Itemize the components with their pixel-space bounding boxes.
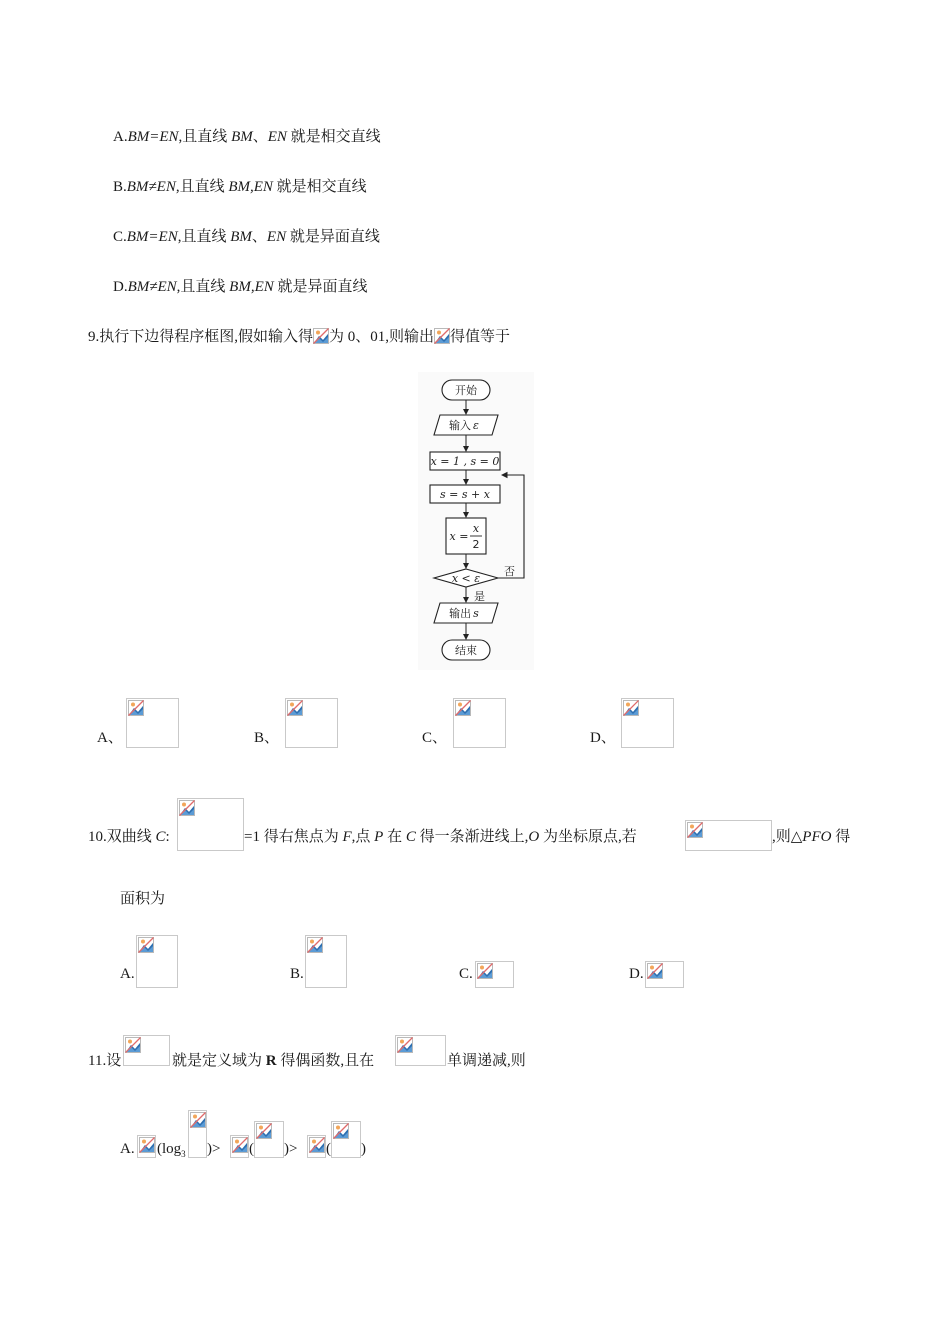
update-x-denominator: 2 (472, 538, 480, 551)
broken-image-icon (455, 700, 471, 716)
q10-stem-part3 (772, 827, 850, 847)
output-label: 输出 s (449, 607, 479, 620)
option-label: C. (113, 229, 127, 245)
q9-option-c-label: C、 (422, 730, 448, 746)
question-text: 就是定义域为 (172, 1053, 266, 1069)
q11-interval-image (395, 1035, 446, 1066)
q9-option-b-image (285, 698, 338, 748)
q9-option-c-image (453, 698, 506, 748)
q11-function-image (123, 1035, 170, 1066)
option-text: 、 (251, 229, 267, 245)
q8-option-a (113, 127, 381, 147)
broken-image-icon (397, 1037, 413, 1053)
q11-f-image (137, 1135, 156, 1158)
update-s-label: s = s + x (440, 488, 490, 501)
math-text: BM (231, 129, 253, 145)
q11-f2-image (230, 1135, 249, 1158)
update-x-lhs: x = (449, 530, 469, 543)
option-text: ,且直线 (177, 229, 231, 245)
question-text: 得一条渐进线上, (415, 829, 529, 845)
question-text: ,点 (351, 829, 375, 845)
option-text: 就是异面直线 (286, 229, 380, 245)
q10-stem-part2 (244, 827, 637, 847)
q10-option-c-image (475, 961, 514, 988)
q10-condition-image (685, 820, 772, 851)
broken-image-icon (333, 1123, 349, 1139)
q9-option-a-image (126, 698, 179, 748)
question-text: 9.执行下边得程序框图,假如输入得 (88, 329, 314, 345)
broken-image-icon (313, 328, 329, 344)
q9-option-d-image (621, 698, 674, 748)
q10-option-b-image (305, 935, 347, 988)
question-text: ,则△ (772, 829, 803, 845)
q11-paren-close-2: ) (361, 1141, 366, 1157)
broken-image-icon (128, 700, 144, 716)
broken-image-icon (139, 1137, 155, 1153)
math-text: C (155, 829, 166, 845)
log-base: 3 (181, 1149, 186, 1159)
input-label: 输入 ε (449, 419, 479, 432)
option-text: 就是相交直线 (286, 129, 381, 145)
option-text: ,且直线 (176, 279, 230, 295)
question-text: 得值等于 (450, 329, 511, 345)
option-label: B. (113, 179, 127, 195)
math-text: BM=EN (126, 229, 178, 245)
math-text: BM,EN (229, 279, 274, 295)
broken-image-icon (623, 700, 639, 716)
math-text: EN (267, 129, 287, 145)
q10-option-a-image (136, 935, 178, 988)
question-text: =1 得右焦点为 (244, 829, 343, 845)
broken-image-icon (190, 1112, 206, 1128)
math-text: C (405, 829, 416, 845)
q11-log-close (207, 1139, 220, 1159)
broken-image-icon (125, 1037, 141, 1053)
q9-option-d-label: D、 (590, 730, 616, 746)
q11-option-a-label: A. (120, 1141, 135, 1157)
q8-option-b (113, 177, 367, 197)
math-text: > (289, 1141, 298, 1157)
math-text: EN (266, 229, 287, 245)
no-label: 否 (504, 565, 515, 578)
question-text: 得 (831, 829, 851, 845)
question-text: 在 (383, 829, 406, 845)
q10-option-a-label: A. (120, 966, 135, 982)
math-text: ) (207, 1141, 212, 1157)
q11-arg3-image (331, 1121, 361, 1158)
math-text: ) (284, 1141, 289, 1157)
q11-stem-part1: 11.设 (88, 1053, 122, 1069)
math-text: PFO (802, 829, 832, 845)
question-text: 为 0、01,则输出 (329, 329, 435, 345)
q10-option-d-label: D. (629, 966, 644, 982)
q11-paren-close-gt (284, 1139, 297, 1159)
option-text: ,且直线 (178, 129, 232, 145)
q10-stem-line2: 面积为 (120, 891, 166, 907)
q8-option-d (113, 277, 368, 297)
yes-label: 是 (474, 590, 485, 603)
broken-image-icon (179, 800, 195, 816)
math-text: O (528, 829, 540, 845)
broken-image-icon (232, 1137, 248, 1153)
q9-option-b-label: B、 (254, 730, 280, 746)
broken-image-icon (138, 937, 154, 953)
math-text: BM≠EN (127, 279, 177, 295)
q9-stem (88, 327, 510, 347)
broken-image-icon (309, 1137, 325, 1153)
math-text: BM=EN (127, 129, 179, 145)
math-text: BM,EN (228, 179, 273, 195)
q11-log-arg-image (188, 1110, 207, 1158)
option-text: 、 (252, 129, 268, 145)
math-text: > (212, 1141, 221, 1157)
option-text: 就是相交直线 (272, 179, 367, 195)
math-text: P (374, 829, 384, 845)
broken-image-icon (687, 822, 703, 838)
q11-log-open (157, 1139, 186, 1164)
math-text: F (342, 829, 352, 845)
q9-option-a-label: A、 (97, 730, 123, 746)
condition-label: x < ε (451, 572, 481, 585)
broken-image-icon (477, 963, 493, 979)
question-text: 10.双曲线 (88, 829, 156, 845)
math-text: BM (230, 229, 252, 245)
q11-f3-image (307, 1135, 326, 1158)
math-text: (log (157, 1141, 182, 1157)
q11-stem-part2 (172, 1051, 374, 1071)
q8-option-c (113, 227, 380, 247)
broken-image-icon (307, 937, 323, 953)
q10-option-c-label: C. (459, 966, 473, 982)
start-label: 开始 (455, 384, 477, 397)
option-label: D. (113, 279, 128, 295)
end-label: 结束 (455, 644, 477, 657)
q11-paren-open: ( (249, 1141, 254, 1157)
broken-image-icon (434, 328, 450, 344)
q10-option-b-label: B. (290, 966, 304, 982)
broken-image-icon (647, 963, 663, 979)
question-text: 得偶函数,且在 (276, 1053, 375, 1069)
math-text: BM≠EN (126, 179, 176, 195)
broken-image-icon (256, 1123, 272, 1139)
update-x-numerator: x (472, 522, 480, 535)
option-text: 就是异面直线 (273, 279, 368, 295)
init-label: x = 1 , s = 0 (430, 455, 500, 468)
q10-hyperbola-equation-image (177, 798, 244, 851)
q11-paren-open-2: ( (326, 1141, 331, 1157)
program-flowchart (418, 372, 534, 670)
q10-option-d-image (645, 961, 684, 988)
math-text: R (265, 1053, 277, 1069)
question-text: 为坐标原点,若 (539, 829, 637, 845)
option-text: ,且直线 (175, 179, 229, 195)
q11-arg2-image (254, 1121, 284, 1158)
q10-stem-part1 (88, 827, 170, 847)
question-text: : (165, 829, 170, 845)
option-label: A. (113, 129, 128, 145)
broken-image-icon (287, 700, 303, 716)
q11-stem-part3: 单调递减,则 (447, 1053, 526, 1069)
